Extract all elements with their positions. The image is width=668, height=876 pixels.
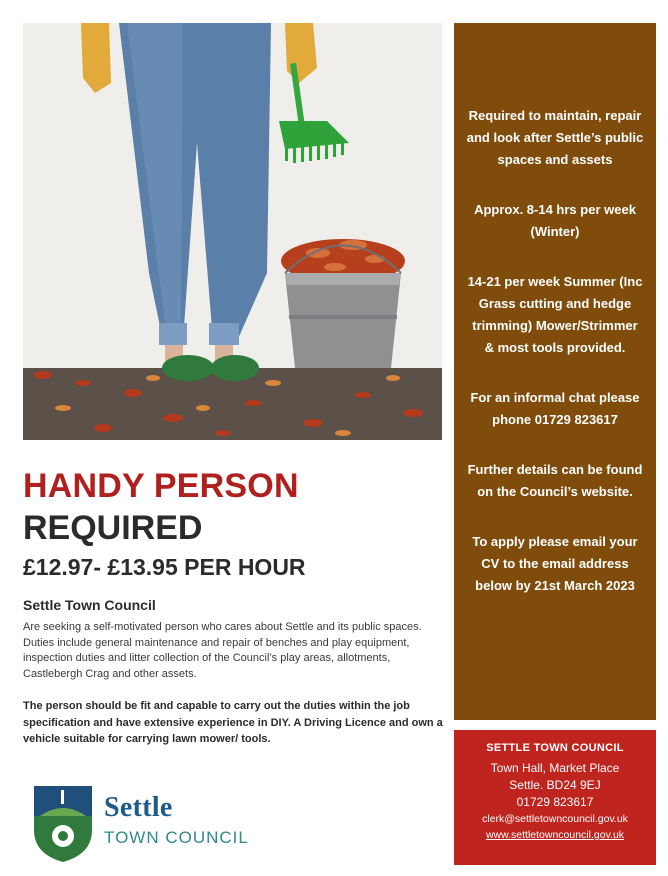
- sidebar-how-to-apply: To apply please email your CV to the email address below by 21st March 2023: [472, 534, 638, 593]
- sidebar-informal-chat: For an informal chat please phone 01729 823617: [470, 390, 640, 427]
- contact-phone: 01729 823617: [516, 795, 594, 809]
- headline-block: [23, 466, 443, 582]
- info-sidebar: [454, 23, 656, 720]
- organisation-heading: Settle Town Council: [23, 597, 156, 613]
- contact-address-line2: Settle. BD24 9EJ: [509, 778, 601, 792]
- contact-box: [454, 730, 656, 865]
- contact-website-link[interactable]: www.settletowncouncil.gov.uk: [485, 829, 625, 841]
- contact-email[interactable]: clerk@settletowncouncil.gov.uk: [482, 813, 628, 825]
- pay-rate: £12.97- £13.95 PER HOUR: [23, 554, 306, 580]
- contact-address-line1: Town Hall, Market Place: [490, 761, 620, 775]
- council-crest-icon: [30, 782, 96, 864]
- hero-photo: [23, 23, 442, 440]
- logo-subtitle: TOWN COUNCIL: [104, 828, 249, 847]
- headline-title: HANDY PERSON: [23, 467, 299, 505]
- sidebar-further-details: Further details can be found on the Council’s website.: [467, 462, 643, 499]
- headline-subtitle: REQUIRED: [23, 509, 203, 547]
- sidebar-summer-hours: 14-21 per week Summer (Inc Grass cutting and hedge trimming) Mower/Strimmer & most tools provided.: [467, 274, 643, 355]
- sidebar-winter-hours: Approx. 8-14 hrs per week (Winter): [474, 202, 636, 239]
- job-description: Are seeking a self-motivated person who cares about Settle and its public spaces. Duties include general maintenance and repair of benches and play equipment, inspection duties and litter collection of the Council’s play areas, allotments, Castlebergh Crag and other assets.: [23, 621, 422, 680]
- sidebar-duties: Required to maintain, repair and look after Settle’s public spaces and assets: [466, 108, 644, 167]
- contact-title: SETTLE TOWN COUNCIL: [486, 742, 624, 754]
- council-logo: [30, 780, 270, 866]
- logo-name: Settle: [104, 792, 173, 823]
- job-requirements: The person should be fit and capable to carry out the duties within the job specification and have extensive experience in DIY. A Driving Licence and own a vehicle suitable for carrying lawn mower/ tools.: [23, 700, 443, 745]
